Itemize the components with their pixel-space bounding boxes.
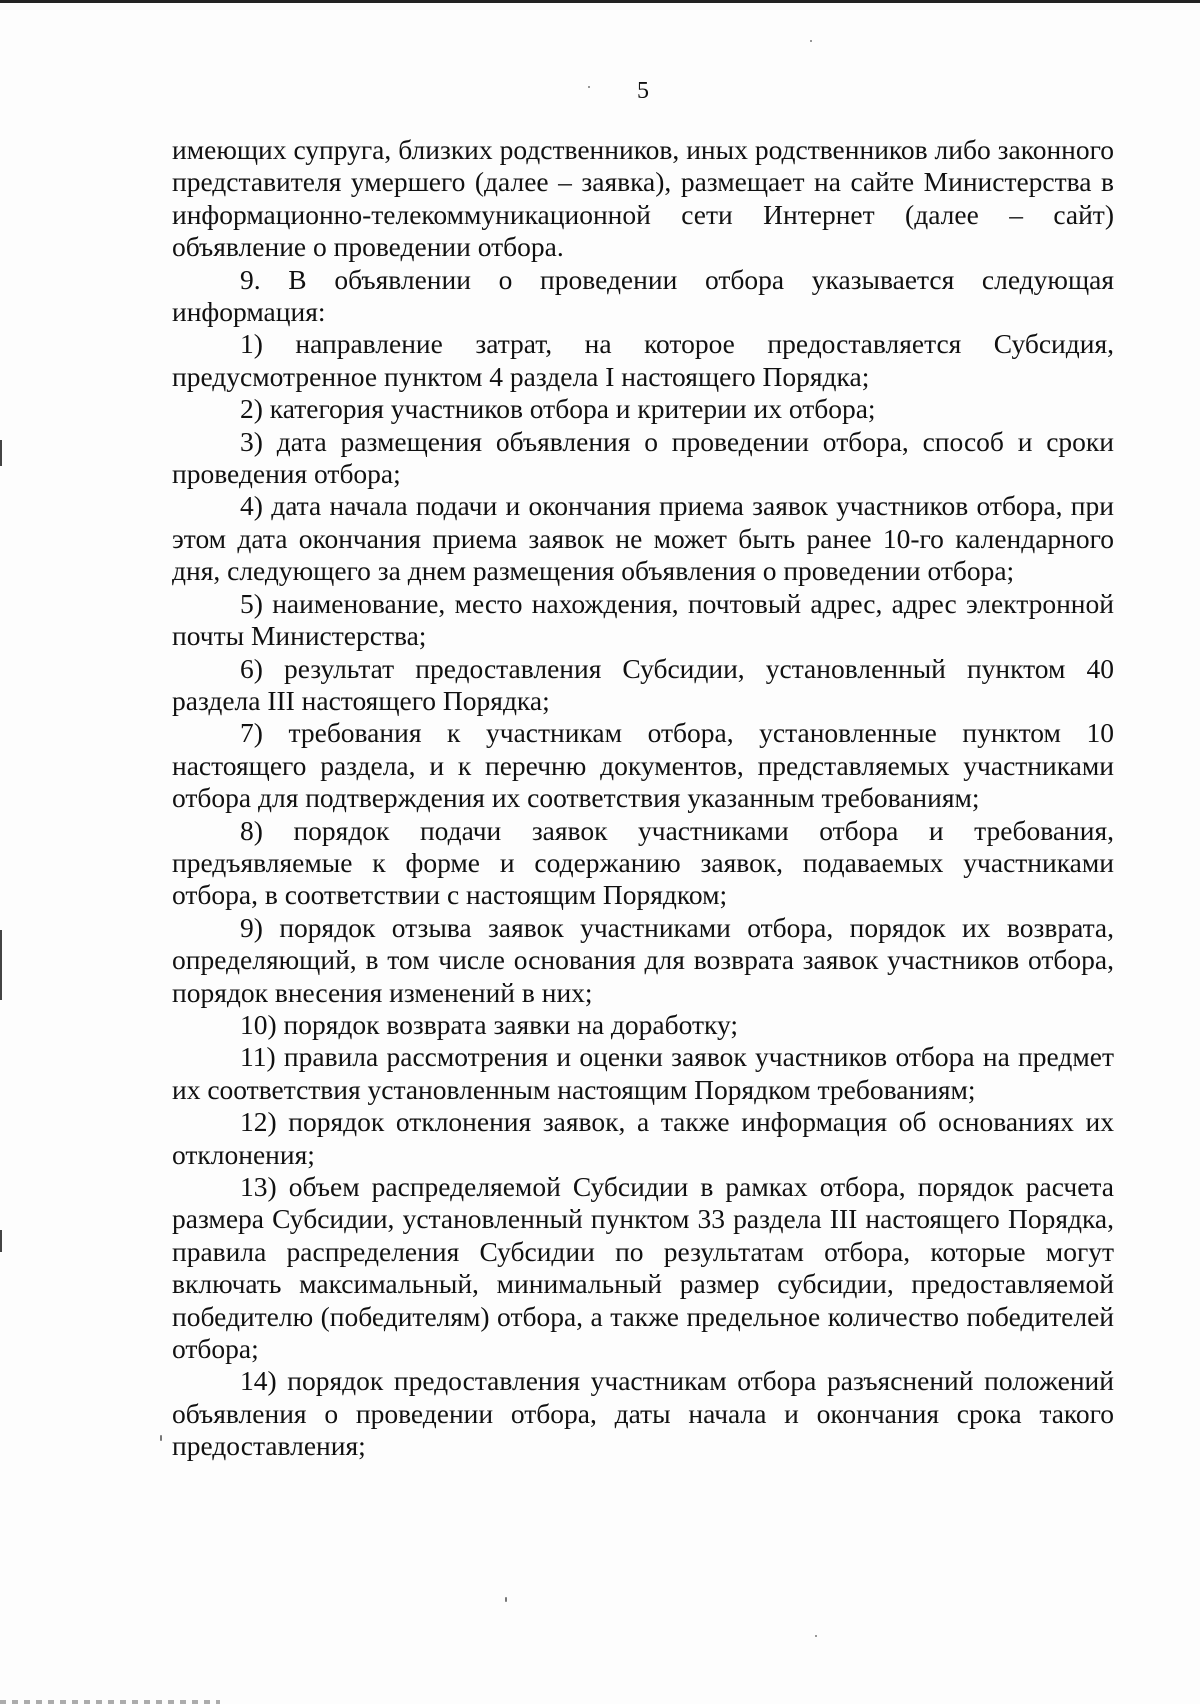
paragraph: 11) правила рассмотрения и оценки заявок участников отбора на предмет их соответствия установленным настоящим Порядком требованиям;	[172, 1041, 1114, 1105]
scan-speck	[815, 1635, 817, 1637]
scan-speck	[810, 40, 812, 42]
paragraph: 4) дата начала подачи и окончания приема заявок участников отбора, при этом дата окончания приема заявок не может быть ранее 10-го календарного дня, следующего за днем размещения объявления о проведении отбора;	[172, 490, 1114, 587]
paragraph: 5) наименование, место нахождения, почтовый адрес, адрес электронной почты Министерства;	[172, 587, 1114, 652]
scan-top-edge	[0, 0, 1200, 3]
paragraph: 12) порядок отклонения заявок, а также информация об основаниях их отклонения;	[172, 1106, 1114, 1170]
paragraph: 9. В объявлении о проведении отбора указывается следующая информация:	[172, 263, 1114, 328]
paragraph: 13) объем распределяемой Субсидии в рамках отбора, порядок расчета размера Субсидии, установленный пунктом 33 раздела III настоящего Порядка, правила распределения Субсидии по результатам отбора, которые могут включать максимальный, минимальный размер субсидии, предоставляемой победителю (победителям) отбора, а также предельное количество победителей отбора;	[172, 1171, 1114, 1365]
page-number: 5	[637, 78, 649, 104]
scan-bottom-artifact	[0, 1700, 220, 1704]
scan-edge-mark	[0, 930, 2, 1000]
paragraph: 9) порядок отзыва заявок участниками отбора, порядок их возврата, определяющий, в том числе основания для возврата заявок участников отбора, порядок внесения изменений в них;	[172, 911, 1114, 1008]
scan-speck	[160, 1435, 162, 1441]
scan-edge-mark	[0, 1230, 2, 1252]
paragraph: 3) дата размещения объявления о проведении отбора, способ и сроки проведения отбора;	[172, 425, 1114, 490]
paragraph: 6) результат предоставления Субсидии, установленный пунктом 40 раздела III настоящего Порядка;	[172, 652, 1114, 716]
paragraph: 2) категория участников отбора и критерии их отбора;	[240, 393, 876, 425]
scan-edge-mark	[0, 440, 2, 466]
paragraph: 1) направление затрат, на которое предоставляется Субсидия, предусмотренное пунктом 4 раздела I настоящего Порядка;	[172, 328, 1114, 392]
document-body	[172, 134, 1114, 1463]
paragraph: 14) порядок предоставления участникам отбора разъяснений положений объявления о проведении отбора, даты начала и окончания срока такого предоставления;	[172, 1365, 1114, 1462]
paragraph: 7) требования к участникам отбора, установленные пунктом 10 настоящего раздела, и к перечню документов, представляемых участниками отбора для подтверждения их соответствия указанным требованиям;	[172, 717, 1114, 814]
paragraph: 8) порядок подачи заявок участниками отбора и требования, предъявляемые к форме и содержанию заявок, подаваемых участниками отбора, в соответствии с настоящим Порядком;	[172, 814, 1114, 911]
scan-speck	[505, 1597, 507, 1602]
paragraph: 10) порядок возврата заявки на доработку;	[240, 1008, 738, 1040]
paragraph: имеющих супруга, близких родственников, иных родственников либо законного представителя умершего (далее – заявка), размещает на сайте Министерства в информационно-телекоммуникационной сети Интернет (далее – сайт) объявление о проведении отбора.	[172, 134, 1114, 263]
